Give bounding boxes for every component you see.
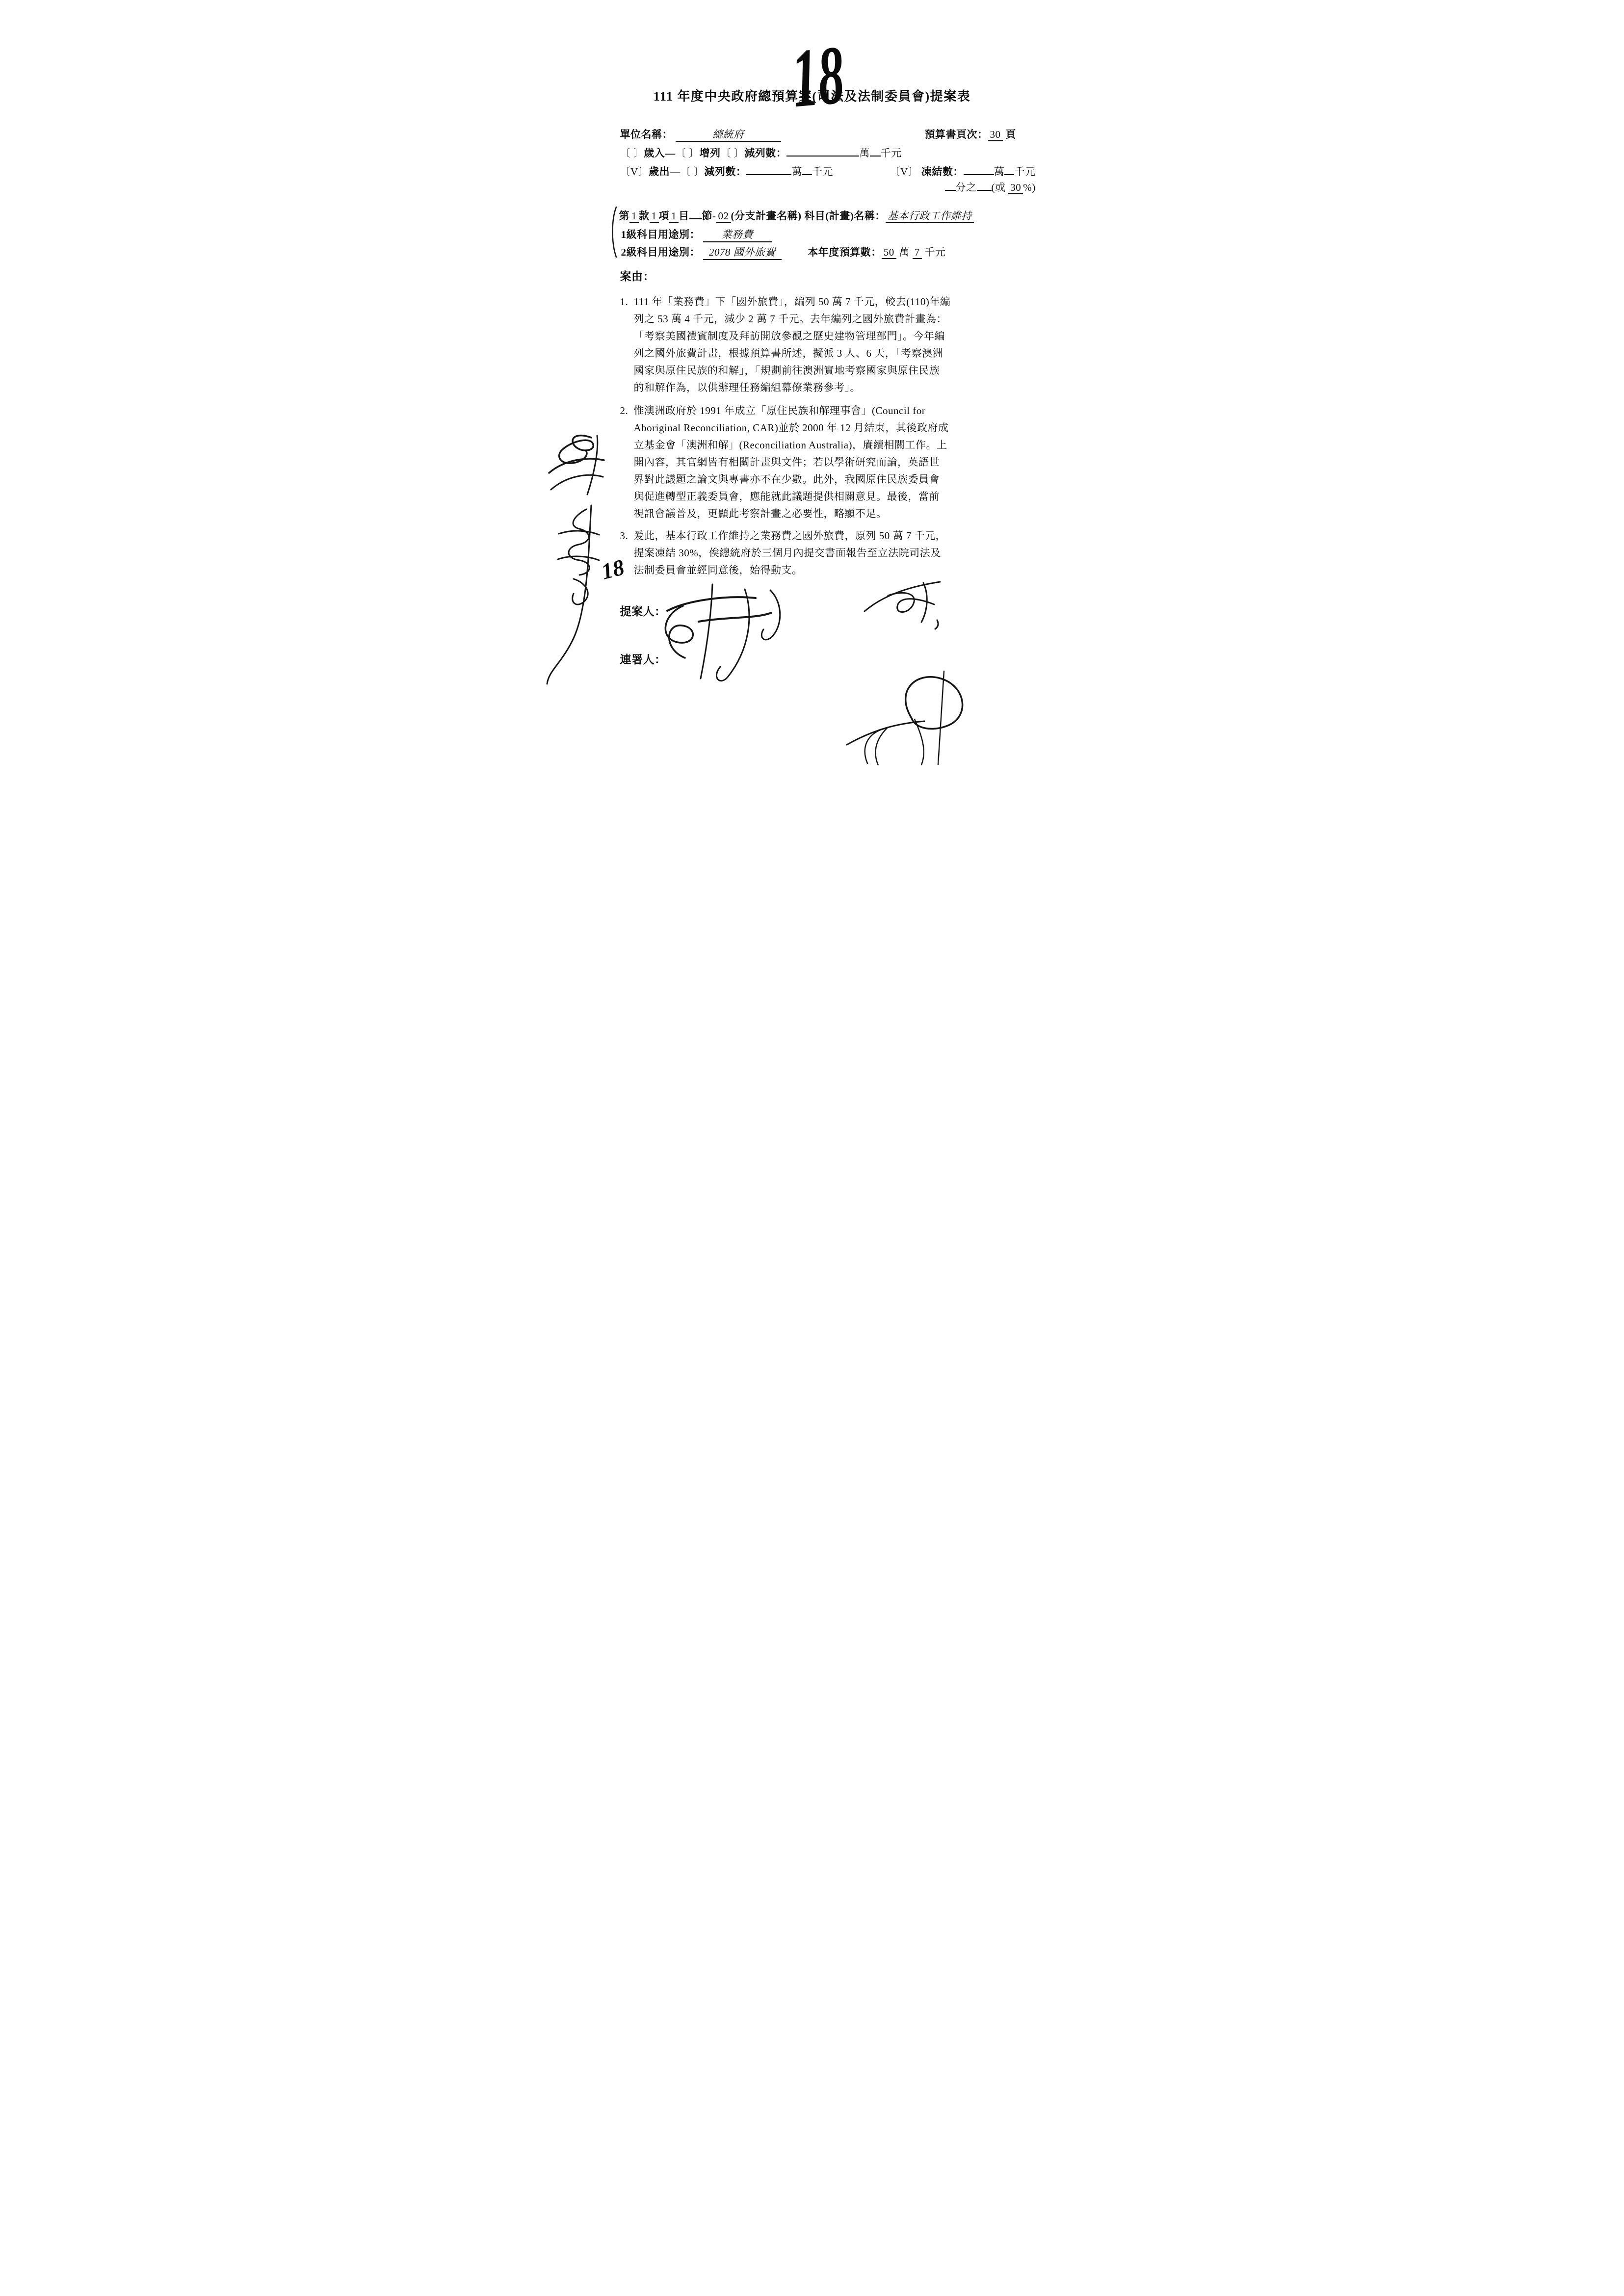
cut-amount-label: 減列數： <box>744 147 787 159</box>
item-text <box>634 402 949 522</box>
cut-amount-label: 減列數： <box>704 166 747 178</box>
handwritten-page-number-top: 18 <box>787 28 848 125</box>
blank-underline <box>977 180 992 191</box>
checkbox-checked-icon: 〔V〕 <box>620 166 649 178</box>
level1-value: 業務費 <box>721 229 753 240</box>
fraction-value: 30 <box>1008 182 1023 194</box>
revenue-label: 歲入— <box>644 147 676 159</box>
fraction-row <box>945 180 1036 194</box>
proposer-signature-1 <box>654 580 801 683</box>
unit-name-label: 單位名稱： <box>620 129 673 140</box>
subject-value: 基本行政工作維持 <box>886 210 974 223</box>
wan-unit: 萬 <box>899 246 910 258</box>
jie-number: 02 <box>716 210 731 223</box>
item-line: 界對此議題之論文與專書亦不在少數。此外，我國原住民族委員會 <box>633 473 940 485</box>
checkbox-empty-icon: 〔 〕 <box>680 166 705 178</box>
item-line: 立基金會「澳洲和解」(Reconciliation Australia)，賡續相關工作。上 <box>633 439 947 451</box>
freeze-amount-label: 凍結數： <box>921 166 964 178</box>
blank-underline <box>945 180 956 191</box>
mu-label: 目 <box>679 210 689 222</box>
fraction-paren-close: %) <box>1023 182 1036 193</box>
scanned-document-page <box>542 0 1083 765</box>
revenue-check-row <box>620 145 902 160</box>
document-title: 111 年度中央政府總預算案(司法及法制委員會)提案表 <box>653 89 971 104</box>
level1-label: 1級科目用途別： <box>621 229 700 240</box>
item-line: 法制委員會並經同意後，始得動支。 <box>633 564 803 576</box>
item-line: 列之 53 萬 4 千元，減少 2 萬 7 千元。去年編列之國外旅費計畫為： <box>633 313 947 325</box>
kuan-number: 1 <box>629 210 639 223</box>
item-number: 1. <box>620 296 629 308</box>
budget-page-unit: 頁 <box>1005 129 1016 140</box>
proposer-signature-2 <box>861 579 944 633</box>
item-line: 提案凍結 30%，俟總統府於三個月內提交書面報告至立法院司法及 <box>633 547 941 559</box>
unit-name-row <box>620 127 781 142</box>
item-line: Aboriginal Reconciliation, CAR)並於 2000 年 12 月結束，其後政府成 <box>633 422 949 434</box>
wan-unit: 萬 <box>859 147 870 159</box>
blank-underline <box>689 208 702 219</box>
qianyuan-unit: 千元 <box>812 166 833 178</box>
blank-underline <box>870 145 881 157</box>
kuan-label: 款 <box>639 210 650 222</box>
item-number: 2. <box>620 405 629 417</box>
item-line: 111 年「業務費」下「國外旅費」，編列 50 萬 7 千元，較去(110)年編 <box>633 296 951 308</box>
xiang-label: 項 <box>658 210 669 222</box>
case-item-3 <box>620 527 946 579</box>
blank-underline <box>1004 164 1014 175</box>
item-line: 國家與原住民族的和解」，「規劃前往澳洲實地考察國家與原住民族 <box>633 365 940 376</box>
kuan-prefix: 第 <box>619 210 629 222</box>
item-line: 惟澳洲政府於 1991 年成立「原住民族和解理事會」(Council for <box>633 405 926 417</box>
handwritten-page-number-margin: 18 <box>598 554 627 584</box>
section-brace <box>610 206 617 258</box>
unit-name-underline <box>676 127 781 142</box>
blank-underline <box>964 164 994 175</box>
freeze-check-group <box>890 164 1036 179</box>
blank-underline <box>746 164 791 175</box>
section-heading-row <box>619 208 974 223</box>
level2-value: 2078 國外旅費 <box>708 246 776 258</box>
annual-budget-qian-value: 7 <box>913 246 922 259</box>
item-line: 視訊會議普及，更顯此考察計畫之必要性，略顯不足。 <box>633 508 887 520</box>
item-text <box>634 293 951 396</box>
budget-page-value: 30 <box>988 129 1003 141</box>
cosigner-signature <box>842 670 989 765</box>
proposer-label: 提案人： <box>620 605 666 618</box>
fraction-label: 分之 <box>955 182 977 193</box>
item-line: 列之國外旅費計畫，根據預算書所述，擬派 3 人、6 天，「考察澳洲 <box>633 347 943 359</box>
item-line: 的和解作為，以供辦理任務編組幕僚業務參考」。 <box>633 382 861 393</box>
level2-underline <box>703 244 782 260</box>
qianyuan-unit: 千元 <box>1014 166 1036 178</box>
item-line: 「考察美國禮賓制度及拜訪開放參觀之歷史建物管理部門」。今年編 <box>633 330 945 342</box>
xiang-number: 1 <box>650 210 659 223</box>
checkbox-empty-icon: 〔 〕 <box>620 147 644 159</box>
item-text <box>634 527 946 579</box>
checkbox-empty-icon: 〔 〕 <box>720 147 745 159</box>
case-item-2 <box>620 402 949 522</box>
item-number: 3. <box>620 530 629 542</box>
level2-row <box>621 244 946 260</box>
budget-page-ref <box>925 127 1016 141</box>
level2-label: 2級科目用途別： <box>621 246 700 258</box>
wan-unit: 萬 <box>994 166 1005 178</box>
item-line: 與促進轉型正義委員會，應能就此議題提供相關意見。最後，當前 <box>633 491 940 502</box>
annual-budget-label: 本年度預算數： <box>808 246 882 258</box>
jie-paren-label: (分支計畫名稱) <box>731 210 802 222</box>
checkbox-empty-icon: 〔 〕 <box>675 147 700 159</box>
case-item-1 <box>620 293 951 396</box>
level1-underline <box>703 227 772 242</box>
item-line: 爰此，基本行政工作維持之業務費之國外旅費，原列 50 萬 7 千元， <box>633 530 946 542</box>
blank-underline <box>802 164 812 175</box>
expense-label: 歲出— <box>649 166 681 178</box>
budget-page-label: 預算書頁次： <box>924 129 988 140</box>
cosigner-label: 連署人： <box>620 653 666 666</box>
unit-name-value: 總統府 <box>712 129 744 140</box>
wan-unit: 萬 <box>791 166 802 178</box>
item-line: 開內容，其官網皆有相關計畫與文件；若以學術研究而論，英語世 <box>633 456 940 468</box>
subject-label: 科目(計畫)名稱： <box>804 210 886 222</box>
mu-number: 1 <box>669 210 679 223</box>
fraction-paren-open: (或 <box>991 182 1009 193</box>
add-label: 增列 <box>699 147 721 159</box>
checkbox-checked-icon: 〔V〕 <box>890 166 919 178</box>
margin-handwriting-signature <box>544 432 608 687</box>
case-reason-label: 案由： <box>620 270 655 283</box>
level1-row <box>621 227 772 242</box>
jie-label: 節- <box>702 210 716 222</box>
expense-check-row <box>620 164 833 179</box>
qianyuan-unit: 千元 <box>880 147 902 159</box>
annual-budget-wan-value: 50 <box>882 246 896 259</box>
blank-underline <box>786 145 859 157</box>
qianyuan-unit: 千元 <box>924 246 946 258</box>
